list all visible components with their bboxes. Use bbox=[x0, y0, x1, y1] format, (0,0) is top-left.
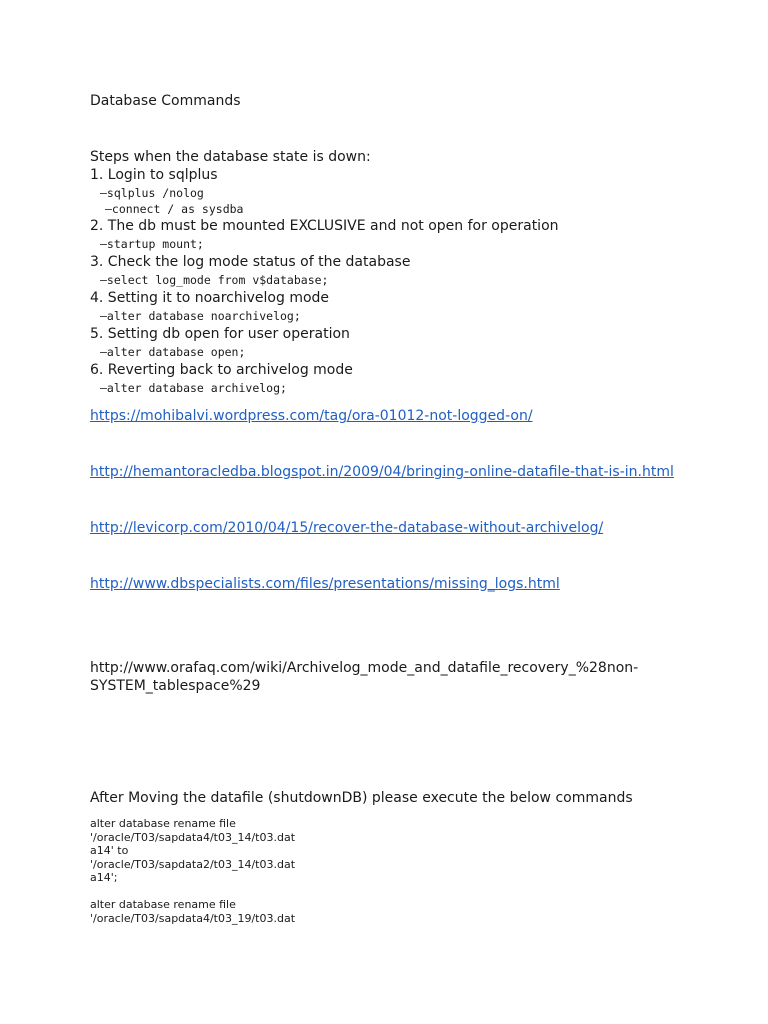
step-6-label: 6. Reverting back to archivelog mode bbox=[90, 362, 353, 378]
steps-heading: Steps when the database state is down: bbox=[90, 149, 371, 165]
step-2-label: 2. The db must be mounted EXCLUSIVE and not open for operation bbox=[90, 218, 559, 234]
rename-block-2-line-1: alter database rename file bbox=[90, 898, 236, 911]
step-1-label: 1. Login to sqlplus bbox=[90, 167, 218, 183]
step-1-command-1: –sqlplus /nolog bbox=[100, 186, 204, 200]
link-dbspecialists[interactable]: http://www.dbspecialists.com/files/presentations/missing_logs.html bbox=[90, 576, 560, 592]
after-move-heading: After Moving the datafile (shutdownDB) please execute the below commands bbox=[90, 790, 633, 806]
rename-block-2-line-2: '/oracle/T03/sapdata4/t03_19/t03.dat bbox=[90, 911, 296, 925]
step-6-command-1: –alter database archivelog; bbox=[100, 381, 287, 395]
step-1-command-2: –connect / as sysdba bbox=[105, 202, 244, 216]
step-2-command-1: –startup mount; bbox=[100, 237, 204, 251]
step-4-command-1: –alter database noarchivelog; bbox=[100, 309, 301, 323]
rename-block-1-line-4: '/oracle/T03/sapdata2/t03_14/t03.dat bbox=[90, 857, 296, 871]
rename-block-1-line-2: '/oracle/T03/sapdata4/t03_14/t03.dat bbox=[90, 830, 296, 844]
step-3-label: 3. Check the log mode status of the database bbox=[90, 254, 411, 270]
rename-block-1-line-3: a14' to bbox=[90, 844, 129, 857]
plain-url-line-2: SYSTEM_tablespace%29 bbox=[90, 678, 261, 694]
link-levicorp[interactable]: http://levicorp.com/2010/04/15/recover-the-database-without-archivelog/ bbox=[90, 520, 604, 536]
step-3-command-1: –select log_mode from v$database; bbox=[100, 273, 329, 287]
link-mohibalvi[interactable]: https://mohibalvi.wordpress.com/tag/ora-01012-not-logged-on/ bbox=[90, 408, 533, 424]
link-hemantoracledba[interactable]: http://hemantoracledba.blogspot.in/2009/04/bringing-online-datafile-that-is-in.html bbox=[90, 464, 674, 480]
step-5-label: 5. Setting db open for user operation bbox=[90, 326, 350, 342]
step-4-label: 4. Setting it to noarchivelog mode bbox=[90, 290, 330, 306]
document-title: Database Commands bbox=[90, 93, 241, 109]
plain-url-line-1: http://www.orafaq.com/wiki/Archivelog_mode_and_datafile_recovery_%28non- bbox=[90, 660, 639, 676]
rename-block-1-line-5: a14'; bbox=[90, 871, 118, 884]
rename-block-1-line-1: alter database rename file bbox=[90, 817, 236, 830]
step-5-command-1: –alter database open; bbox=[100, 345, 246, 359]
